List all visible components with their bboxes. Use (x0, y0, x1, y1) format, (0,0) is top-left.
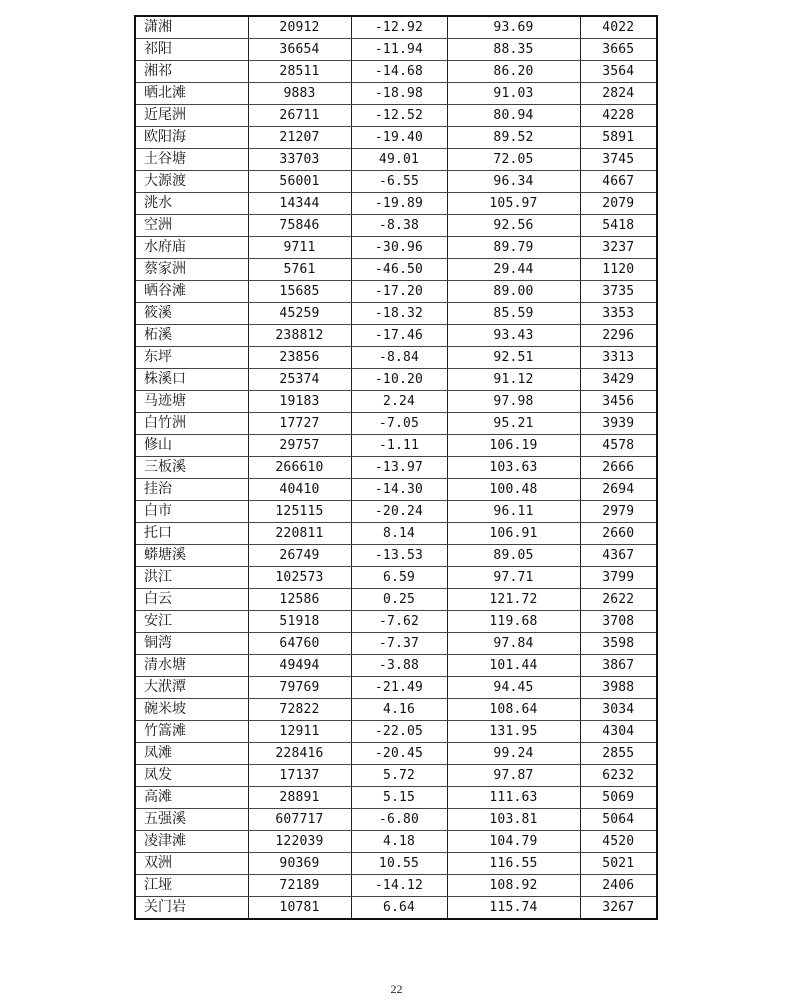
value-cell-1: 26749 (248, 545, 351, 567)
station-name-cell: 挂治 (135, 479, 248, 501)
value-cell-3: 99.24 (447, 743, 580, 765)
value-cell-3: 72.05 (447, 149, 580, 171)
station-name-cell: 清水塘 (135, 655, 248, 677)
value-cell-4: 3034 (580, 699, 657, 721)
value-cell-3: 97.71 (447, 567, 580, 589)
station-name-cell: 高滩 (135, 787, 248, 809)
value-cell-2: -14.30 (351, 479, 447, 501)
value-cell-3: 103.81 (447, 809, 580, 831)
table-row (135, 347, 657, 369)
value-cell-2: -18.32 (351, 303, 447, 325)
station-name-cell: 晒北滩 (135, 83, 248, 105)
table-row (135, 655, 657, 677)
value-cell-3: 91.12 (447, 369, 580, 391)
station-name-cell: 东坪 (135, 347, 248, 369)
value-cell-4: 2694 (580, 479, 657, 501)
value-cell-3: 89.00 (447, 281, 580, 303)
value-cell-3: 89.52 (447, 127, 580, 149)
value-cell-3: 106.91 (447, 523, 580, 545)
value-cell-4: 3867 (580, 655, 657, 677)
value-cell-4: 3745 (580, 149, 657, 171)
table-row (135, 149, 657, 171)
value-cell-4: 2406 (580, 875, 657, 897)
station-name-cell: 大洑潭 (135, 677, 248, 699)
station-name-cell: 江垭 (135, 875, 248, 897)
station-name-cell: 近尾洲 (135, 105, 248, 127)
value-cell-1: 10781 (248, 897, 351, 920)
table-row (135, 633, 657, 655)
value-cell-4: 2622 (580, 589, 657, 611)
table-row (135, 677, 657, 699)
table-row (135, 413, 657, 435)
table-body (135, 16, 657, 919)
value-cell-1: 607717 (248, 809, 351, 831)
value-cell-3: 94.45 (447, 677, 580, 699)
value-cell-4: 5418 (580, 215, 657, 237)
value-cell-1: 40410 (248, 479, 351, 501)
table-row (135, 589, 657, 611)
value-cell-1: 17137 (248, 765, 351, 787)
value-cell-3: 106.19 (447, 435, 580, 457)
station-name-cell: 祁阳 (135, 39, 248, 61)
value-cell-1: 125115 (248, 501, 351, 523)
table-row (135, 831, 657, 853)
value-cell-1: 72822 (248, 699, 351, 721)
table-row (135, 127, 657, 149)
table-row (135, 567, 657, 589)
value-cell-1: 21207 (248, 127, 351, 149)
value-cell-4: 5069 (580, 787, 657, 809)
station-name-cell: 白市 (135, 501, 248, 523)
value-cell-1: 23856 (248, 347, 351, 369)
value-cell-2: -7.62 (351, 611, 447, 633)
value-cell-4: 4578 (580, 435, 657, 457)
value-cell-2: -14.68 (351, 61, 447, 83)
station-name-cell: 潇湘 (135, 16, 248, 39)
value-cell-4: 3939 (580, 413, 657, 435)
value-cell-4: 2855 (580, 743, 657, 765)
value-cell-3: 96.11 (447, 501, 580, 523)
table-row (135, 501, 657, 523)
value-cell-1: 45259 (248, 303, 351, 325)
value-cell-4: 2660 (580, 523, 657, 545)
value-cell-1: 17727 (248, 413, 351, 435)
value-cell-4: 2824 (580, 83, 657, 105)
table-row (135, 721, 657, 743)
value-cell-2: 49.01 (351, 149, 447, 171)
value-cell-3: 101.44 (447, 655, 580, 677)
value-cell-3: 92.56 (447, 215, 580, 237)
value-cell-1: 9711 (248, 237, 351, 259)
station-name-cell: 五强溪 (135, 809, 248, 831)
value-cell-3: 97.98 (447, 391, 580, 413)
value-cell-1: 14344 (248, 193, 351, 215)
value-cell-2: -13.97 (351, 457, 447, 479)
value-cell-1: 79769 (248, 677, 351, 699)
table-row (135, 325, 657, 347)
value-cell-1: 64760 (248, 633, 351, 655)
station-name-cell: 凤发 (135, 765, 248, 787)
value-cell-3: 104.79 (447, 831, 580, 853)
value-cell-2: 4.18 (351, 831, 447, 853)
value-cell-1: 12586 (248, 589, 351, 611)
value-cell-2: -12.92 (351, 16, 447, 39)
value-cell-3: 96.34 (447, 171, 580, 193)
value-cell-2: 10.55 (351, 853, 447, 875)
value-cell-1: 49494 (248, 655, 351, 677)
value-cell-4: 3665 (580, 39, 657, 61)
value-cell-2: -20.24 (351, 501, 447, 523)
value-cell-3: 115.74 (447, 897, 580, 920)
value-cell-3: 108.92 (447, 875, 580, 897)
table-row (135, 699, 657, 721)
station-name-cell: 双洲 (135, 853, 248, 875)
value-cell-4: 4367 (580, 545, 657, 567)
value-cell-2: -22.05 (351, 721, 447, 743)
value-cell-3: 116.55 (447, 853, 580, 875)
station-name-cell: 铜湾 (135, 633, 248, 655)
value-cell-3: 88.35 (447, 39, 580, 61)
station-name-cell: 凤滩 (135, 743, 248, 765)
value-cell-3: 131.95 (447, 721, 580, 743)
value-cell-2: -46.50 (351, 259, 447, 281)
value-cell-2: -30.96 (351, 237, 447, 259)
value-cell-1: 15685 (248, 281, 351, 303)
value-cell-4: 3353 (580, 303, 657, 325)
value-cell-2: -1.11 (351, 435, 447, 457)
station-name-cell: 筱溪 (135, 303, 248, 325)
station-name-cell: 三板溪 (135, 457, 248, 479)
table-row (135, 39, 657, 61)
station-name-cell: 碗米坡 (135, 699, 248, 721)
value-cell-4: 1120 (580, 259, 657, 281)
value-cell-3: 108.64 (447, 699, 580, 721)
value-cell-4: 2296 (580, 325, 657, 347)
table-row (135, 259, 657, 281)
value-cell-4: 4304 (580, 721, 657, 743)
value-cell-1: 33703 (248, 149, 351, 171)
value-cell-4: 2979 (580, 501, 657, 523)
value-cell-3: 119.68 (447, 611, 580, 633)
table-row (135, 611, 657, 633)
value-cell-1: 228416 (248, 743, 351, 765)
value-cell-2: 0.25 (351, 589, 447, 611)
value-cell-1: 122039 (248, 831, 351, 853)
station-name-cell: 洮水 (135, 193, 248, 215)
value-cell-4: 4022 (580, 16, 657, 39)
station-name-cell: 白竹洲 (135, 413, 248, 435)
station-name-cell: 竹篙滩 (135, 721, 248, 743)
station-name-cell: 马迹塘 (135, 391, 248, 413)
value-cell-3: 80.94 (447, 105, 580, 127)
table-row (135, 435, 657, 457)
station-name-cell: 修山 (135, 435, 248, 457)
value-cell-2: 6.59 (351, 567, 447, 589)
value-cell-3: 86.20 (447, 61, 580, 83)
value-cell-2: -19.40 (351, 127, 447, 149)
value-cell-3: 97.87 (447, 765, 580, 787)
table-row (135, 853, 657, 875)
value-cell-4: 2666 (580, 457, 657, 479)
value-cell-1: 9883 (248, 83, 351, 105)
station-name-cell: 洪江 (135, 567, 248, 589)
value-cell-2: -14.12 (351, 875, 447, 897)
value-cell-3: 91.03 (447, 83, 580, 105)
value-cell-2: -8.38 (351, 215, 447, 237)
table-row (135, 215, 657, 237)
value-cell-1: 266610 (248, 457, 351, 479)
station-name-cell: 晒谷滩 (135, 281, 248, 303)
table-row (135, 303, 657, 325)
value-cell-1: 20912 (248, 16, 351, 39)
value-cell-1: 56001 (248, 171, 351, 193)
value-cell-4: 3564 (580, 61, 657, 83)
station-name-cell: 关门岩 (135, 897, 248, 920)
value-cell-2: 5.72 (351, 765, 447, 787)
value-cell-3: 97.84 (447, 633, 580, 655)
table-row (135, 743, 657, 765)
value-cell-2: 2.24 (351, 391, 447, 413)
station-name-cell: 安江 (135, 611, 248, 633)
value-cell-4: 5064 (580, 809, 657, 831)
table-row (135, 875, 657, 897)
station-name-cell: 托口 (135, 523, 248, 545)
value-cell-2: -7.05 (351, 413, 447, 435)
value-cell-3: 105.97 (447, 193, 580, 215)
value-cell-2: 8.14 (351, 523, 447, 545)
station-name-cell: 柘溪 (135, 325, 248, 347)
value-cell-2: -19.89 (351, 193, 447, 215)
value-cell-2: -3.88 (351, 655, 447, 677)
value-cell-1: 51918 (248, 611, 351, 633)
hydropower-data-table (134, 15, 658, 920)
value-cell-1: 102573 (248, 567, 351, 589)
value-cell-4: 5021 (580, 853, 657, 875)
station-name-cell: 蟒塘溪 (135, 545, 248, 567)
value-cell-2: -6.55 (351, 171, 447, 193)
table-row (135, 193, 657, 215)
value-cell-3: 93.43 (447, 325, 580, 347)
value-cell-3: 89.05 (447, 545, 580, 567)
value-cell-4: 3708 (580, 611, 657, 633)
station-name-cell: 凌津滩 (135, 831, 248, 853)
station-name-cell: 白云 (135, 589, 248, 611)
table-row (135, 105, 657, 127)
table-row (135, 897, 657, 920)
value-cell-4: 3313 (580, 347, 657, 369)
value-cell-3: 103.63 (447, 457, 580, 479)
value-cell-4: 3456 (580, 391, 657, 413)
table-row (135, 787, 657, 809)
table-row (135, 16, 657, 39)
value-cell-3: 92.51 (447, 347, 580, 369)
value-cell-3: 95.21 (447, 413, 580, 435)
value-cell-3: 93.69 (447, 16, 580, 39)
page-number: 22 (390, 982, 403, 996)
value-cell-4: 6232 (580, 765, 657, 787)
station-name-cell: 株溪口 (135, 369, 248, 391)
value-cell-2: -8.84 (351, 347, 447, 369)
table-row (135, 809, 657, 831)
table-row (135, 457, 657, 479)
value-cell-1: 19183 (248, 391, 351, 413)
value-cell-2: 5.15 (351, 787, 447, 809)
value-cell-3: 111.63 (447, 787, 580, 809)
value-cell-2: -21.49 (351, 677, 447, 699)
table-row (135, 479, 657, 501)
table-row (135, 171, 657, 193)
station-name-cell: 大源渡 (135, 171, 248, 193)
table-row (135, 83, 657, 105)
value-cell-4: 3598 (580, 633, 657, 655)
value-cell-1: 72189 (248, 875, 351, 897)
value-cell-3: 29.44 (447, 259, 580, 281)
value-cell-4: 3267 (580, 897, 657, 920)
value-cell-2: -17.46 (351, 325, 447, 347)
value-cell-1: 29757 (248, 435, 351, 457)
value-cell-4: 4228 (580, 105, 657, 127)
value-cell-4: 3988 (580, 677, 657, 699)
value-cell-4: 3429 (580, 369, 657, 391)
value-cell-1: 28891 (248, 787, 351, 809)
value-cell-2: 6.64 (351, 897, 447, 920)
station-name-cell: 蔡家洲 (135, 259, 248, 281)
value-cell-4: 4520 (580, 831, 657, 853)
value-cell-3: 85.59 (447, 303, 580, 325)
value-cell-1: 75846 (248, 215, 351, 237)
table-row (135, 765, 657, 787)
value-cell-4: 3735 (580, 281, 657, 303)
table-row (135, 545, 657, 567)
value-cell-1: 25374 (248, 369, 351, 391)
value-cell-1: 36654 (248, 39, 351, 61)
value-cell-4: 4667 (580, 171, 657, 193)
value-cell-4: 3237 (580, 237, 657, 259)
value-cell-3: 100.48 (447, 479, 580, 501)
value-cell-3: 121.72 (447, 589, 580, 611)
table-row (135, 369, 657, 391)
value-cell-1: 238812 (248, 325, 351, 347)
value-cell-2: -20.45 (351, 743, 447, 765)
value-cell-2: -10.20 (351, 369, 447, 391)
value-cell-2: 4.16 (351, 699, 447, 721)
value-cell-2: -17.20 (351, 281, 447, 303)
station-name-cell: 湘祁 (135, 61, 248, 83)
value-cell-3: 89.79 (447, 237, 580, 259)
value-cell-4: 2079 (580, 193, 657, 215)
value-cell-1: 220811 (248, 523, 351, 545)
station-name-cell: 水府庙 (135, 237, 248, 259)
value-cell-1: 12911 (248, 721, 351, 743)
table-row (135, 237, 657, 259)
value-cell-1: 28511 (248, 61, 351, 83)
station-name-cell: 欧阳海 (135, 127, 248, 149)
station-name-cell: 空洲 (135, 215, 248, 237)
station-name-cell: 土谷塘 (135, 149, 248, 171)
value-cell-4: 3799 (580, 567, 657, 589)
value-cell-2: -18.98 (351, 83, 447, 105)
value-cell-2: -13.53 (351, 545, 447, 567)
value-cell-1: 26711 (248, 105, 351, 127)
table-row (135, 391, 657, 413)
value-cell-4: 5891 (580, 127, 657, 149)
table-row (135, 523, 657, 545)
value-cell-2: -6.80 (351, 809, 447, 831)
value-cell-2: -12.52 (351, 105, 447, 127)
value-cell-1: 5761 (248, 259, 351, 281)
value-cell-2: -11.94 (351, 39, 447, 61)
value-cell-1: 90369 (248, 853, 351, 875)
table-row (135, 61, 657, 83)
value-cell-2: -7.37 (351, 633, 447, 655)
table-row (135, 281, 657, 303)
